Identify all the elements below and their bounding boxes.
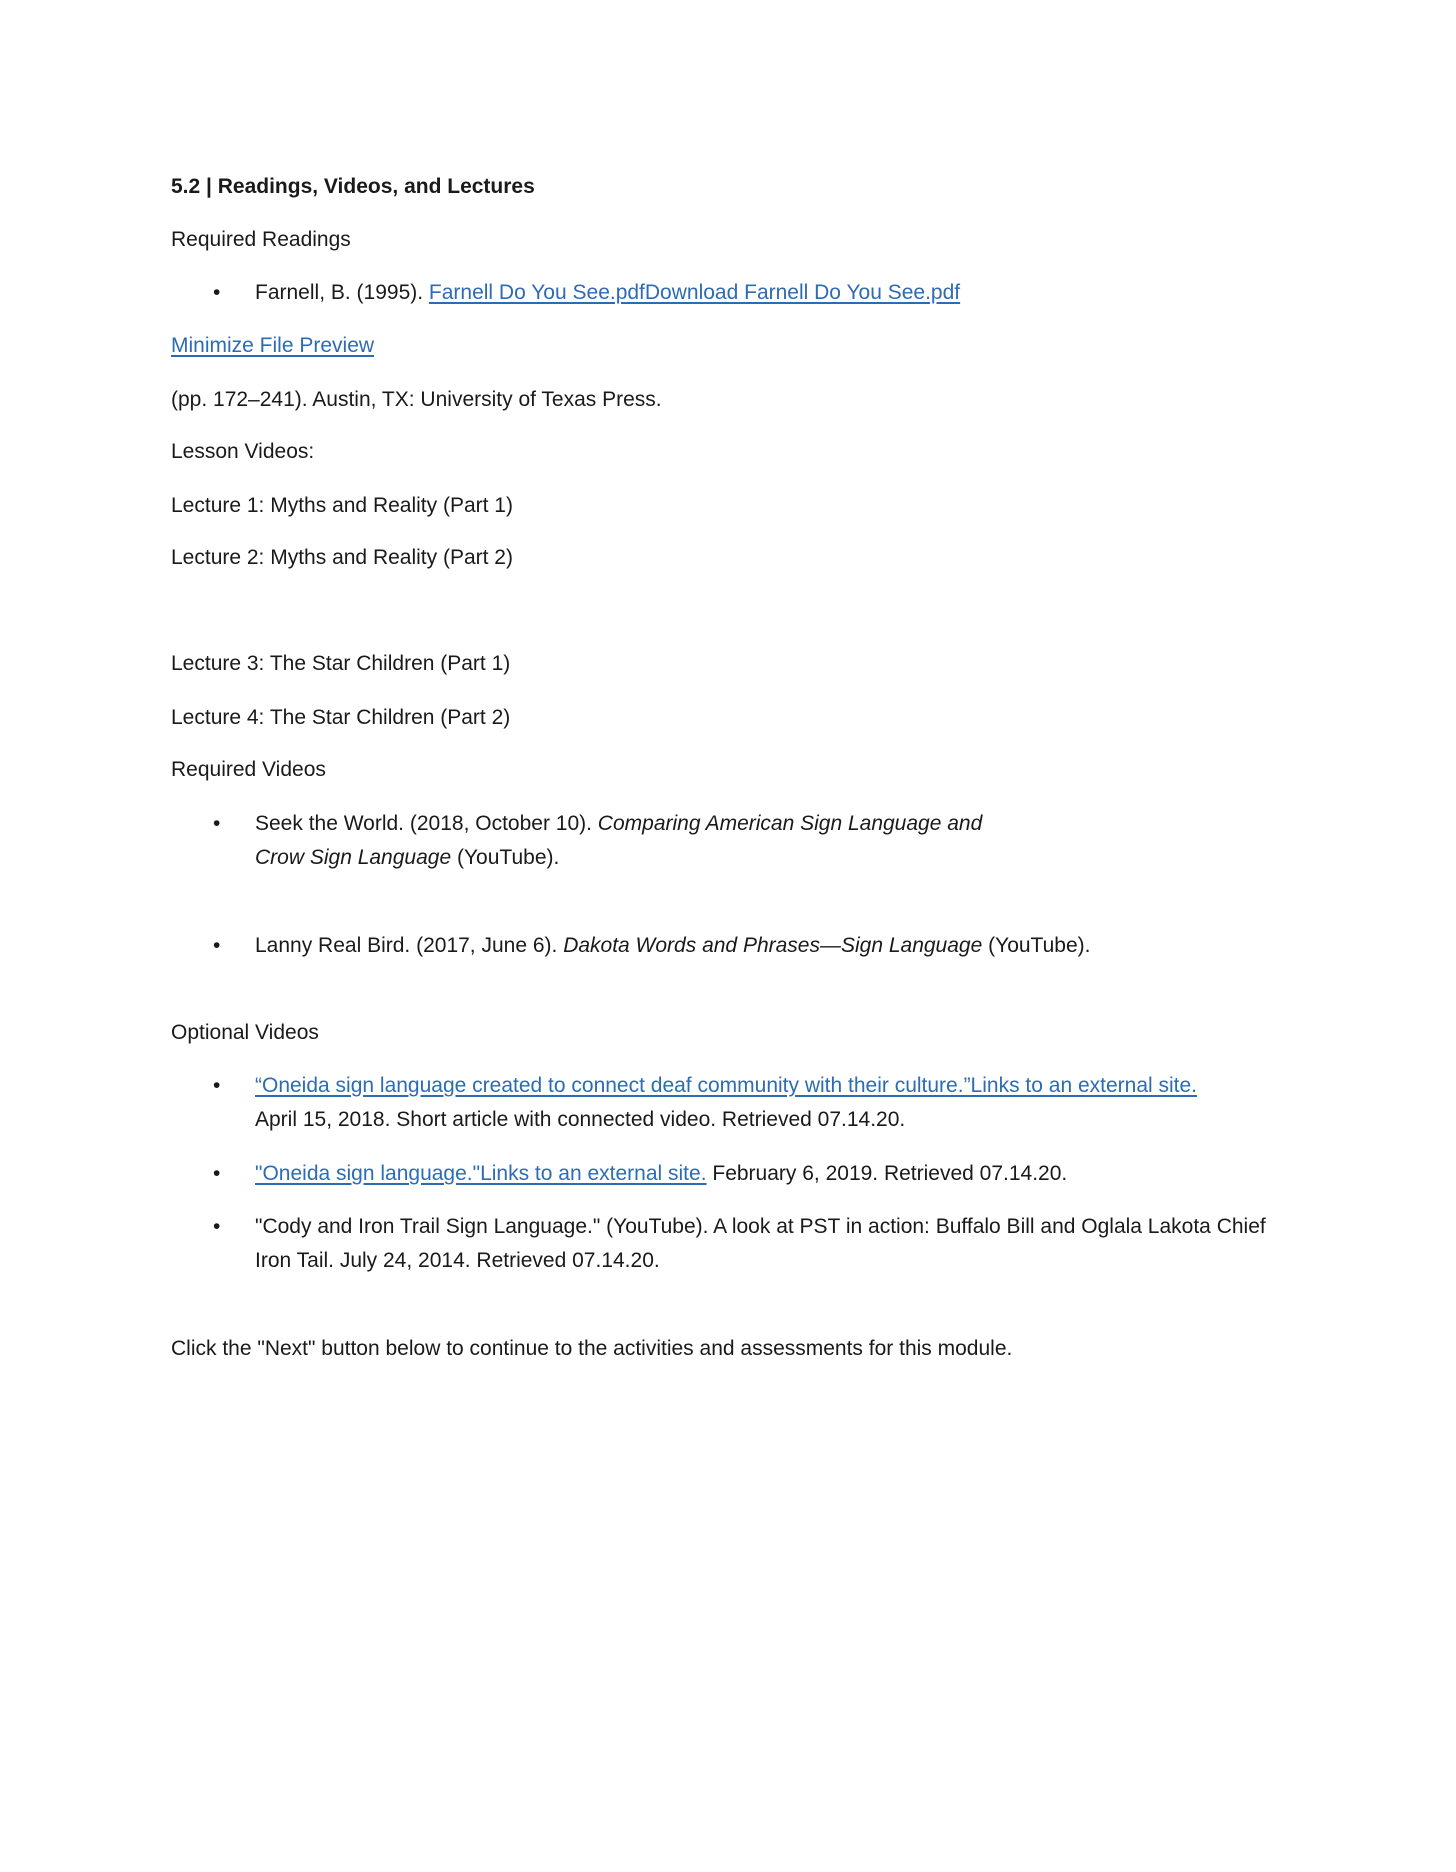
oneida-sign-language-link[interactable]: "Oneida sign language."Links to an external site.	[255, 1162, 707, 1185]
bullet-icon: •	[213, 934, 221, 957]
optional-videos-label: Optional Videos	[171, 1021, 319, 1044]
section-title: 5.2 | Readings, Videos, and Lectures	[171, 175, 535, 198]
video-citation: Lanny Real Bird. (2017, June 6).	[255, 934, 564, 957]
lesson-videos-label: Lesson Videos:	[171, 440, 315, 463]
lecture-2: Lecture 2: Myths and Reality (Part 2)	[171, 546, 513, 569]
farnell-pdf-link[interactable]: Farnell Do You See.pdfDownload Farnell Do You See.pdf	[428, 281, 961, 304]
bullet-icon: •	[213, 1162, 221, 1185]
required-readings-label: Required Readings	[171, 228, 351, 251]
footer-note: Click the "Next" button below to continue to the activities and assessments for this module.	[171, 1337, 1013, 1360]
video-citation: Seek the World. (2018, October 10).	[255, 812, 598, 835]
lecture-3: Lecture 3: The Star Children (Part 1)	[171, 652, 511, 675]
bullet-icon: •	[213, 812, 221, 835]
oneida-article-link[interactable]: “Oneida sign language created to connect deaf community with their culture.”Links to an external site.	[255, 1074, 1198, 1097]
reading-citation: Farnell, B. (1995).	[255, 281, 429, 304]
lecture-4: Lecture 4: The Star Children (Part 2)	[171, 706, 511, 729]
video-source: (YouTube).	[451, 846, 560, 869]
cody-video-text: "Cody and Iron Trail Sign Language." (YouTube). A look at PST in action: Buffalo Bill and Oglala Lakota Chief Iron Tail. July 24, 2014. Retrieved 07.14.20.	[255, 1215, 1266, 1272]
minimize-file-preview-link[interactable]: Minimize File Preview	[171, 334, 375, 357]
video-title: Dakota Words and Phrases—Sign Language	[563, 934, 983, 957]
article-note: February 6, 2019. Retrieved 07.14.20.	[706, 1162, 1068, 1185]
video-source: (YouTube).	[982, 934, 1091, 957]
required-videos-label: Required Videos	[171, 758, 326, 781]
bullet-icon: •	[213, 281, 221, 304]
article-note: April 15, 2018. Short article with connected video. Retrieved 07.14.20.	[255, 1108, 906, 1131]
video-title: Comparing American Sign Language and Crow Sign Language	[255, 812, 983, 869]
bullet-icon: •	[213, 1074, 221, 1097]
lecture-1: Lecture 1: Myths and Reality (Part 1)	[171, 494, 513, 517]
pages-note: (pp. 172–241). Austin, TX: University of Texas Press.	[171, 388, 662, 411]
bullet-icon: •	[213, 1215, 221, 1238]
